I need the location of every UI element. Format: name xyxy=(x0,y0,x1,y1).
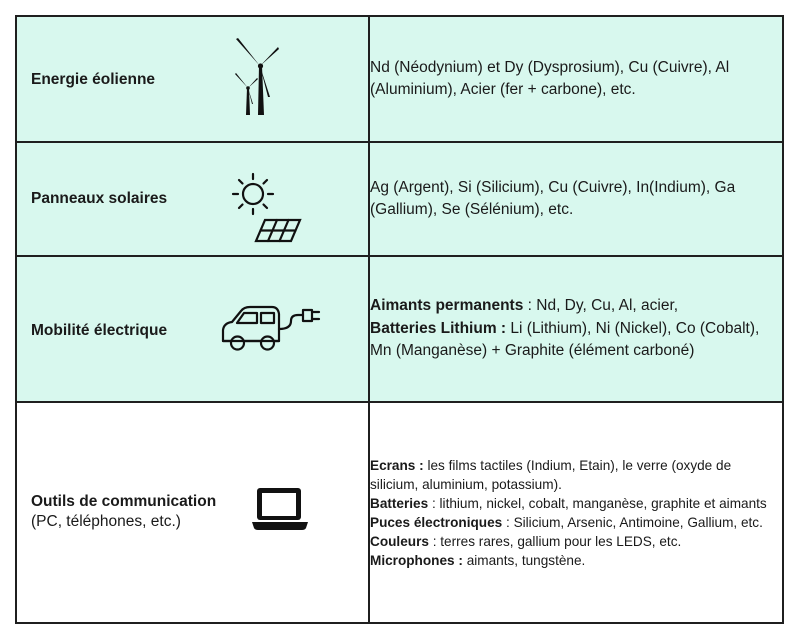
row-label-container xyxy=(17,143,368,255)
materials-table xyxy=(15,15,784,624)
row-content-cell xyxy=(369,402,783,623)
table-row-communication xyxy=(16,402,783,623)
table-row-solar xyxy=(16,142,783,256)
row-title: Energie éolienne xyxy=(31,71,156,88)
item-separator: : xyxy=(523,297,537,315)
item-microphones xyxy=(370,551,782,570)
row-label-cell xyxy=(16,256,369,402)
item-value: lithium, nickel, cobalt, manganèse, graphite et aimants xyxy=(439,495,767,511)
row-title: Mobilité électrique xyxy=(31,322,168,339)
row-text: Ag (Argent), Si (Silicium), Cu (Cuivre), In(Indium), Ga (Gallium), Se (Sélénium), etc. xyxy=(370,178,736,218)
item-label: Batteries Lithium : xyxy=(370,319,507,337)
item-value: aimants, tungstène. xyxy=(466,552,586,568)
item-separator: : xyxy=(428,495,440,511)
row-label-container xyxy=(17,17,368,141)
item-label: Puces électroniques xyxy=(370,514,503,530)
item-value: Li (Lithium), Ni (Nickel), Co (Cobalt), Mn (Manganèse) + Graphite (élément carboné) xyxy=(370,319,760,360)
row-content-cell xyxy=(369,142,783,256)
item-value: Silicium, Arsenic, Antimoine, Gallium, etc. xyxy=(513,514,763,530)
item-label: Batteries xyxy=(370,495,429,511)
laptop-icon xyxy=(251,486,309,532)
row-content-cell xyxy=(369,256,783,402)
item-batteries xyxy=(370,318,782,363)
row-label-container xyxy=(17,403,368,622)
item-separator: : xyxy=(502,514,514,530)
item-value: terres rares, gallium pour les LEDS, etc. xyxy=(440,533,682,549)
row-content-cell xyxy=(369,16,783,142)
row-title: Outils de communication xyxy=(31,493,217,510)
row-label-container xyxy=(17,257,368,401)
item-separator: : xyxy=(428,533,441,549)
item-value: les films tactiles (Indium, Etain), le verre (oxyde de silicium, aluminium, potassium). xyxy=(370,457,732,492)
table-row-mobility xyxy=(16,256,783,402)
row-subtitle: (PC, téléphones, etc.) xyxy=(31,513,181,530)
item-label: Couleurs xyxy=(370,533,429,549)
wind-turbine-icon xyxy=(232,33,282,117)
row-title: Panneaux solaires xyxy=(31,190,168,207)
item-value: Nd, Dy, Cu, Al, acier, xyxy=(536,297,679,315)
item-aimants xyxy=(370,295,782,318)
item-ecrans xyxy=(370,456,782,494)
table-row-wind xyxy=(16,16,783,142)
electric-car-icon xyxy=(217,301,329,353)
item-label: Aimants permanents xyxy=(370,297,524,315)
item-label: Ecrans : xyxy=(370,457,424,473)
row-label-cell xyxy=(16,402,369,623)
row-label-cell xyxy=(16,142,369,256)
item-label: Microphones : xyxy=(370,552,463,568)
row-text: Nd (Néodynium) et Dy (Dysprosium), Cu (Cuivre), Al (Aluminium), Acier (fer + carbone), etc. xyxy=(370,58,730,98)
solar-panel-icon xyxy=(228,158,318,244)
item-puces xyxy=(370,513,782,532)
row-label-cell xyxy=(16,16,369,142)
item-batteries xyxy=(370,494,782,513)
item-couleurs xyxy=(370,532,782,551)
